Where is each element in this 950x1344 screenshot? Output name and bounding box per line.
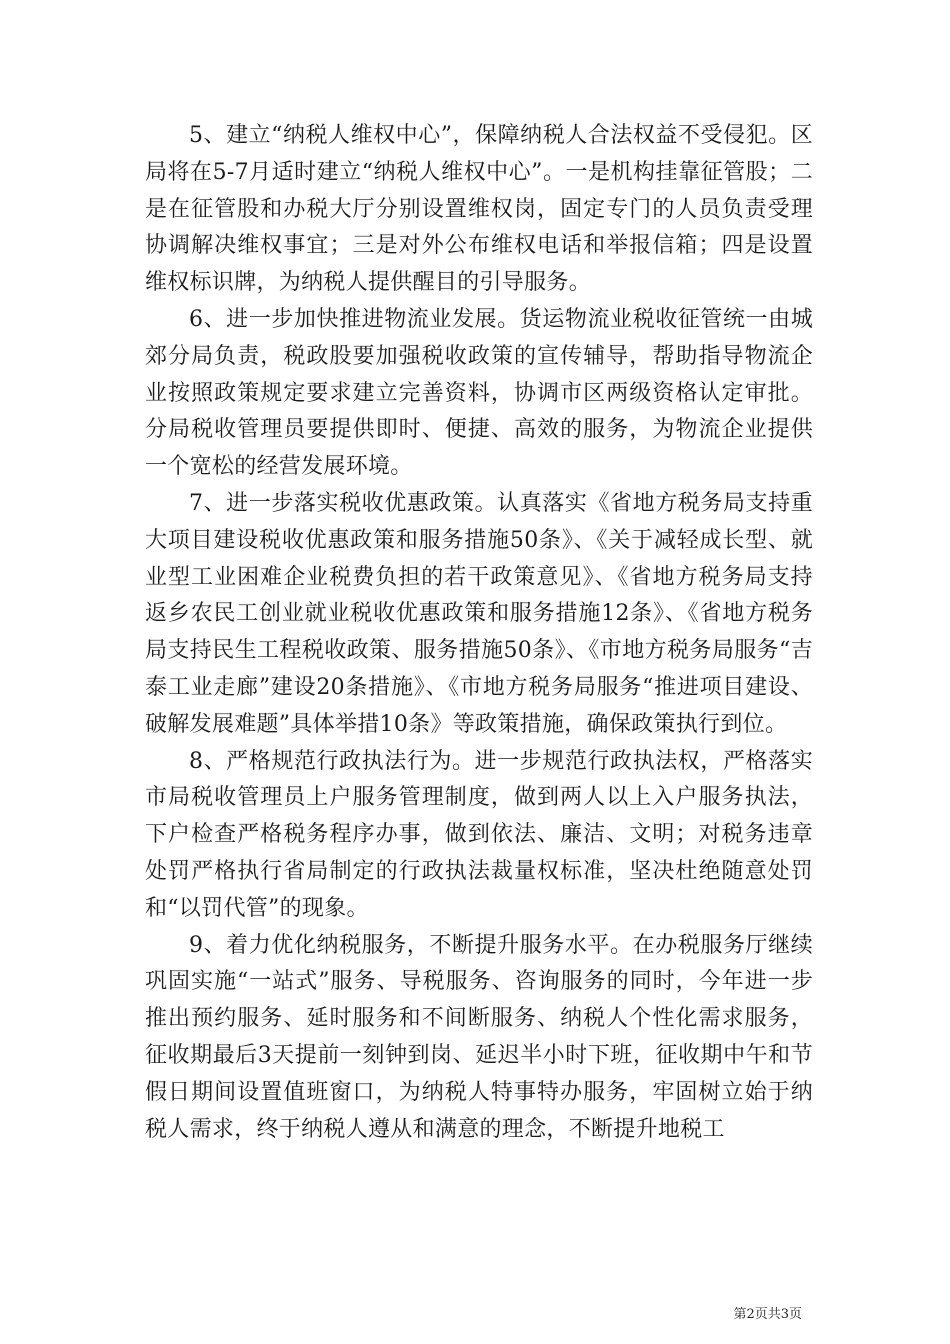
page-number-footer: 第2页共3页	[733, 1307, 802, 1322]
document-body	[145, 118, 813, 1148]
paragraph-7: 7、进一步落实税收优惠政策。认真落实《省地方税务局支持重大项目建设税收优惠政策和服务措施50条》、《关于减轻成长型、就业型工业困难企业税费负担的若干政策意见》、《省地方税务局支持返乡农民工创业就业税收优惠政策和服务措施12条》、《省地方税务局支持民生工程税收政策、服务措施50条》、《市地方税务局服务“吉泰工业走廊”建设20条措施》、《市地方税务局服务“推进项目建设、破解发展难题”具体举措10条》等政策措施，确保政策执行到位。	[145, 490, 813, 737]
paragraph-5: 5、建立“纳税人维权中心”，保障纳税人合法权益不受侵犯。区局将在5-7月适时建立“纳税人维权中心”。一是机构挂靠征管股；二是在征管股和办税大厅分别设置维权岗，固定专门的人员负责受理协调解决维权事宜；三是对外公布维权电话和举报信箱；四是设置维权标识牌，为纳税人提供醒目的引导服务。	[145, 123, 813, 296]
paragraph-8: 8、严格规范行政执法行为。进一步规范行政执法权，严格落实市局税收管理员上户服务管理制度，做到两人以上入户服务执法，下户检查严格税务程序办事，做到依法、廉洁、文明；对税务违章处罚严格执行省局制定的行政执法裁量权标准，坚决杜绝随意处罚和“以罚代管”的现象。	[145, 748, 813, 921]
paragraph-9: 9、着力优化纳税服务，不断提升服务水平。在办税服务厅继续巩固实施“一站式”服务、导税服务、咨询服务的同时，今年进一步推出预约服务、延时服务和不间断服务、纳税人个性化需求服务，征收期最后3天提前一刻钟到岗、延迟半小时下班，征收期中午和节假日期间设置值班窗口，为纳税人特事特办服务，牢固树立始于纳税人需求，终于纳税人遵从和满意的理念，不断提升地税工	[145, 932, 813, 1142]
paragraph-6: 6、进一步加快推进物流业发展。货运物流业税收征管统一由城郊分局负责，税政股要加强税收政策的宣传辅导，帮助指导物流企业按照政策规定要求建立完善资料，协调市区两级资格认定审批。分局税收管理员要提供即时、便捷、高效的服务，为物流企业提供一个宽松的经营发展环境。	[145, 306, 813, 480]
